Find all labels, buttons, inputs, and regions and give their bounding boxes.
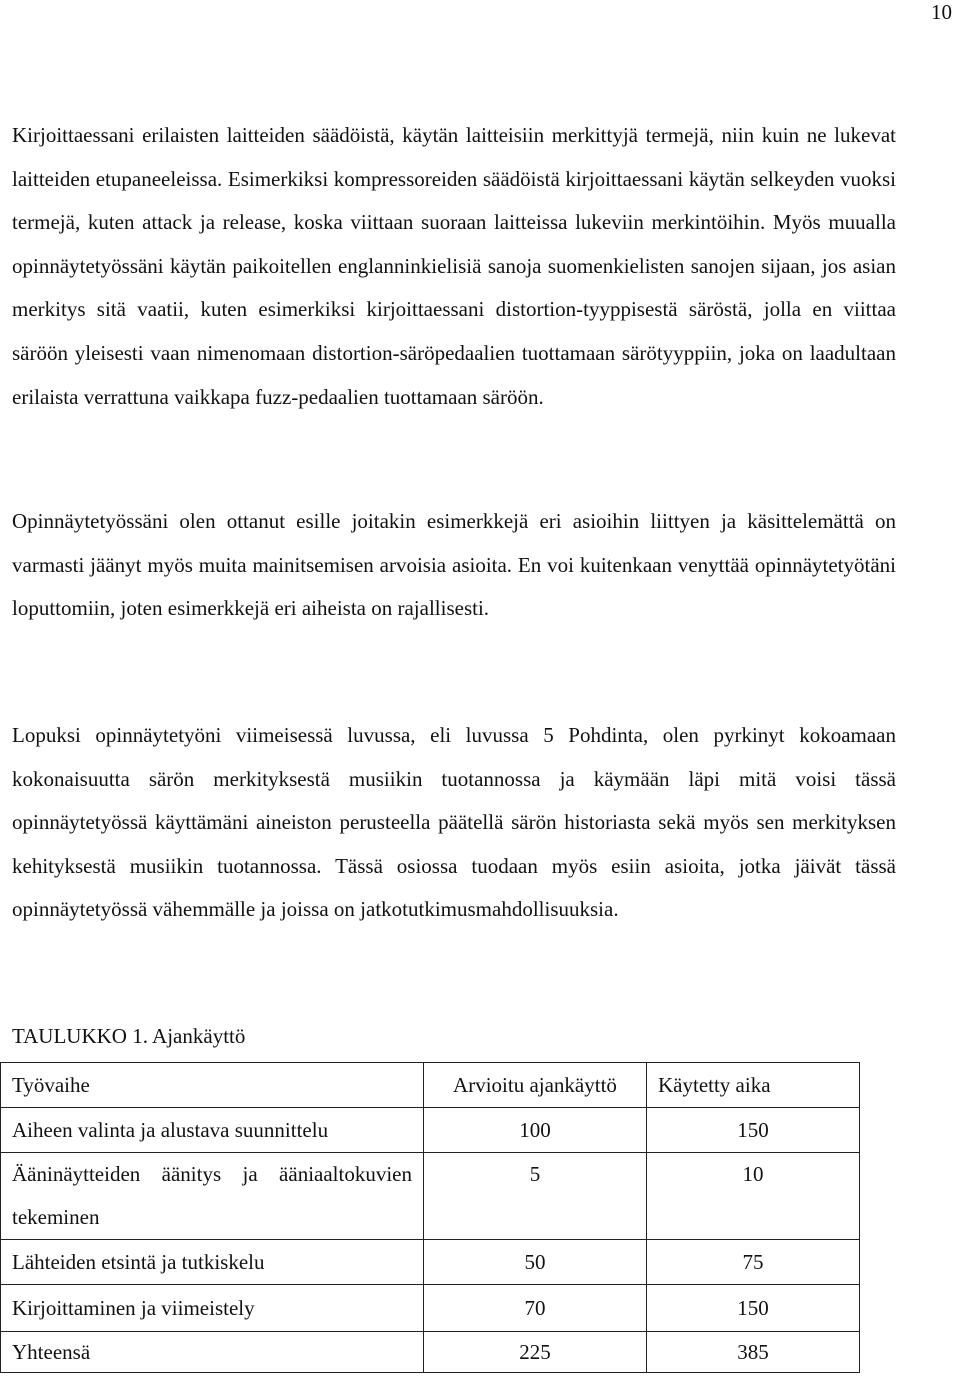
row-used: 10 [647,1153,860,1240]
table-row [1,1108,860,1153]
table-caption: TAULUKKO 1. Ajankäyttö [12,1024,246,1048]
paragraph-conclusion: Lopuksi opinnäytetyöni viimeisessä luvussa, eli luvussa 5 Pohdinta, olen pyrkinyt kokoamaan kokonaisuutta särön merkityksestä musiikin tuotannossa ja käymään läpi mitä voisi tässä opinnäytetyössä käyttämäni aineiston perusteella päätellä särön historiasta sekä myös sen merkityksen kehityksestä musiikin tuotannossa. Tässä osiossa tuodaan myös esiin asioita, jotka jäivät tässä opinnäytetyössä vähemmälle ja joissa on jatkotutkimusmahdollisuuksia. [12,723,896,922]
table-row [1,1153,860,1240]
row-phase: Aiheen valinta ja alustava suunnittelu [1,1108,424,1153]
row-used: 150 [647,1285,860,1332]
header-estimated: Arvioitu ajankäyttö [424,1063,647,1108]
table-row [1,1240,860,1285]
row-phase: Lähteiden etsintä ja tutkiskelu [1,1240,424,1285]
row-used: 385 [647,1332,860,1373]
row-phase [1,1153,424,1240]
page-number: 10 [931,0,952,24]
paragraph-terminology: Kirjoittaessani erilaisten laitteiden säädöistä, käytän laitteisiin merkittyjä termejä, niin kuin ne lukevat laitteiden etupaneeleissa. Esimerkiksi kompressoreiden säädöistä kirjoittaessani käytän selkeyden vuoksi termejä, kuten attack ja release, koska viittaan suoraan laitteissa lukeviin merkintöihin. Myös muualla opinnäytetyössäni käytän paikoitellen englanninkielisiä sanoja suomenkielisten sanojen sijaan, jos asian merkitys sitä vaatii, kuten esimerkiksi kirjoittaessani distortion-tyyppisestä säröstä, jolla en viittaa säröön yleisesti vaan nimenomaan distortion-säröpedaalien tuottamaan särötyyppiin, joka on laadultaan erilaista verrattuna vaikkapa fuzz-pedaalien tuottamaan säröön. [12,123,896,409]
table-row [1,1285,860,1332]
row-estimated: 5 [424,1153,647,1240]
row-estimated: 100 [424,1108,647,1153]
row-estimated: 225 [424,1332,647,1373]
header-phase: Työvaihe [1,1063,424,1108]
row-used: 150 [647,1108,860,1153]
paragraph-examples: Opinnäytetyössäni olen ottanut esille joitakin esimerkkejä eri asioihin liittyen ja käsittelemättä on varmasti jäänyt myös muita mainitsemisen arvoisia asioita. En voi kuitenkaan venyttää opinnäytetyötäni loputtomiin, joten esimerkkejä eri aiheista on rajallisesti. [12,509,896,621]
row-estimated: 50 [424,1240,647,1285]
row-phase: Kirjoittaminen ja viimeistely [1,1285,424,1332]
row-used: 75 [647,1240,860,1285]
header-used: Käytetty aika [647,1063,860,1108]
time-usage-table [0,1062,860,1373]
row-phase-text: Ääninäytteiden äänitys ja ääniaaltokuvien tekeminen [12,1162,412,1229]
row-estimated: 70 [424,1285,647,1332]
table-total-row [1,1332,860,1373]
table-header-row [1,1063,860,1108]
row-phase: Yhteensä [1,1332,424,1373]
